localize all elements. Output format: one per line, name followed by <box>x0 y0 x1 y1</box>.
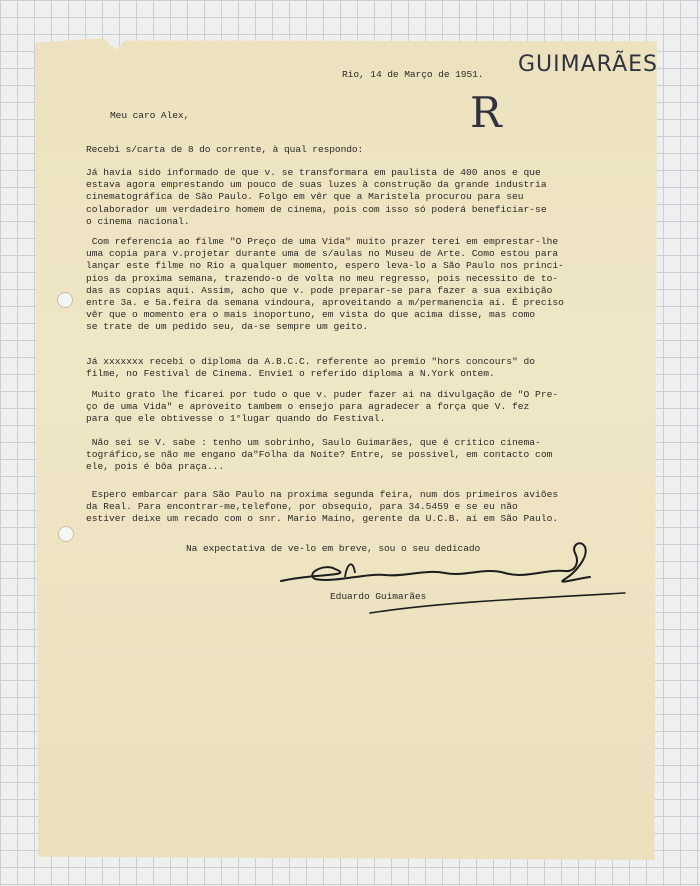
text-line: ço de uma Vida" e aproveito tambem o ensejo para agradecer a força que V. fez <box>86 401 530 413</box>
text-line: das as copias aqui. Assim, acho que v. pode preparar-se para fazer a sua exibição <box>86 284 553 296</box>
archive-mark: R <box>470 88 502 137</box>
paragraph-4 <box>86 389 558 426</box>
text-line: colaborador um verdadeiro homem de cinema, pois com isso só poderá beneficiar-se <box>86 203 547 215</box>
text-line: Espero embarcar para São Paulo na proxima segunda feira, num dos primeiros aviões <box>86 489 559 500</box>
text-line: pios da proxima semana, trazendo-o de volta no meu regresso, pois necessito de to- <box>86 272 559 284</box>
text-line: para que ele obtivesse o 1°lugar quando do Festival. <box>86 413 386 425</box>
text-line: se trate de um pedido seu, da-se sempre um geito. <box>86 321 369 333</box>
text-line: Com referencia ao filme "O Preço de uma Vida" muito prazer terei em emprestar-lhe <box>86 236 559 247</box>
text-line: vêr que o momento era o mais inoportuno, em vista do que acima disse, mas como <box>86 309 536 321</box>
opening-line: Recebi s/carta de 8 do corrente, à qual respondo: <box>86 144 364 155</box>
punch-hole-top <box>57 292 73 308</box>
handwritten-signature <box>275 533 635 623</box>
paragraph-2 <box>86 236 564 334</box>
text-line: estava agora emprestando um pouco de suas luzes à construção da grande industria <box>86 179 547 191</box>
text-line: Já xxxxxxx recebi o diploma da A.B.C.C. referente ao premio "hors concours" do <box>86 356 536 367</box>
archive-label: GUIMARÃES <box>518 52 658 77</box>
place-date: Rio, 14 de Março de 1951. <box>342 69 484 80</box>
paragraph-6 <box>86 489 558 526</box>
text-line: filme, no Festival de Cinema. Envie1 o referido diploma a N.York ontem. <box>86 368 495 380</box>
text-line: cinematográfica de São Paulo. Folgo em vêr que a Maristela procurou para seu <box>86 191 524 203</box>
text-line: estiver deixe um recado com o snr. Mario Maino, gerente da U.C.B. aí em São Paulo. <box>86 513 559 525</box>
text-line: entre 3a. e 5a.feira da semana vindoura, aproveitando a m/permanencia aí. É preciso <box>86 297 564 309</box>
paragraph-1 <box>86 167 547 228</box>
text-line: uma copia para v.projetar durante uma de s/aulas no Museu de Arte. Como estou para <box>86 248 559 260</box>
text-line: Muito grato lhe ficarei por tudo o que v. puder fazer ai na divulgação de "O Pre- <box>86 389 559 400</box>
text-line: Não sei se V. sabe : tenho um sobrinho, Saulo Guimarães, que é critico cinema- <box>86 437 541 448</box>
text-line: Já havia sido informado de que v. se transformara em paulista de 400 anos e que <box>86 167 541 178</box>
salutation: Meu caro Alex, <box>110 110 190 121</box>
punch-hole-bottom <box>58 526 74 542</box>
text-line: ele, pois é bôa praça... <box>86 461 225 473</box>
signer-name: Eduardo Guimarães <box>330 591 427 602</box>
paragraph-5 <box>86 437 552 474</box>
text-line: da Real. Para encontrar-me,telefone, por obsequio, para 34.5459 e se eu não <box>86 501 518 513</box>
closing-line: Na expectativa de ve-lo em breve, sou o seu dedicado <box>186 543 481 554</box>
text-line: tográfico,se não me engano da"Folha da Noite? Entre, se possivel, em contacto com <box>86 449 553 461</box>
text-line: o cinema nacional. <box>86 215 190 227</box>
paragraph-3 <box>86 356 535 380</box>
text-line: lançar este filme no Rio a qualquer momento, espero leva-lo a São Paulo nos princi- <box>86 260 564 272</box>
